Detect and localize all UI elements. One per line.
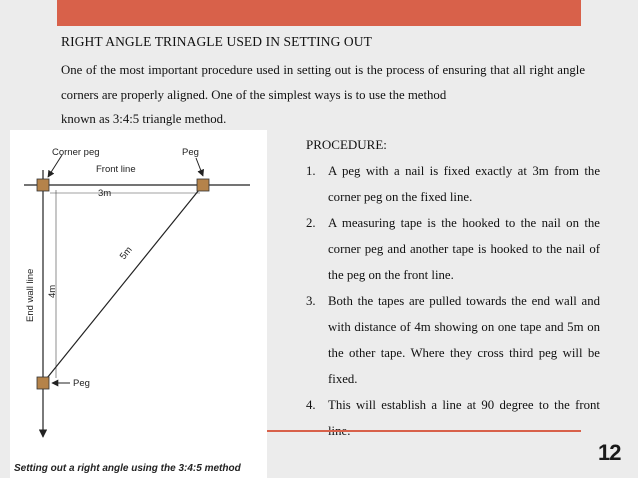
corner-peg-label: Corner peg bbox=[52, 147, 100, 158]
bottom-peg-label: Peg bbox=[73, 378, 90, 389]
step-number: 2. bbox=[306, 216, 316, 230]
procedure-step bbox=[306, 158, 600, 210]
hypotenuse-5m bbox=[43, 185, 203, 383]
intro-line-2: right angle corners are properly aligned. One of the simplest ways is to use the method bbox=[61, 63, 586, 102]
procedure-step bbox=[306, 392, 600, 444]
step-text: Both the tapes are pulled towards the end wall and with distance of 4m showing on one tape and 5m on the other tape. Where they cross third peg will be fixed. bbox=[328, 294, 600, 386]
procedure-title: PROCEDURE: bbox=[306, 137, 387, 152]
corner-peg-pointer bbox=[48, 155, 62, 177]
step-text: A measuring tape is the hooked to the nail on the corner peg and another tape is hooked to the nail of the peg on the front line. bbox=[328, 216, 600, 282]
footer-accent-line bbox=[267, 430, 581, 432]
slide-title: RIGHT ANGLE TRINAGLE USED IN SETTING OUT bbox=[61, 34, 372, 49]
intro-line-1: One of the most important procedure used in setting out is the process of ensuring that all bbox=[61, 63, 526, 77]
page-number: 12 bbox=[598, 440, 621, 465]
three-m-label: 3m bbox=[98, 188, 112, 199]
procedure-step bbox=[306, 288, 600, 392]
step-number: 3. bbox=[306, 294, 316, 308]
intro-line-3: known as 3:4:5 triangle method. bbox=[61, 112, 227, 126]
procedure-steps bbox=[306, 158, 600, 444]
front-line-label: Front line bbox=[96, 164, 136, 175]
triangle-diagram-svg bbox=[10, 130, 267, 478]
procedure-step bbox=[306, 210, 600, 288]
step-number: 1. bbox=[306, 164, 316, 178]
step-text: A peg with a nail is fixed exactly at 3m from the corner peg on the fixed line. bbox=[328, 164, 600, 204]
front-peg bbox=[197, 179, 209, 191]
step-number: 4. bbox=[306, 398, 316, 412]
triangle-diagram bbox=[10, 130, 267, 478]
intro-paragraph bbox=[61, 58, 585, 132]
end-wall-line-label: End wall line bbox=[25, 268, 36, 322]
front-peg-label: Peg bbox=[182, 147, 199, 158]
end-wall-peg bbox=[37, 377, 49, 389]
four-m-label: 4m bbox=[47, 284, 58, 298]
five-m-label: 5m bbox=[117, 244, 135, 262]
step-text: This will establish a line at 90 degree to the front bbox=[328, 398, 600, 412]
front-peg-pointer bbox=[196, 158, 203, 176]
figure-caption: Setting out a right angle using the 3:4:5 method bbox=[14, 463, 241, 474]
corner-peg bbox=[37, 179, 49, 191]
header-accent-bar bbox=[57, 0, 581, 26]
